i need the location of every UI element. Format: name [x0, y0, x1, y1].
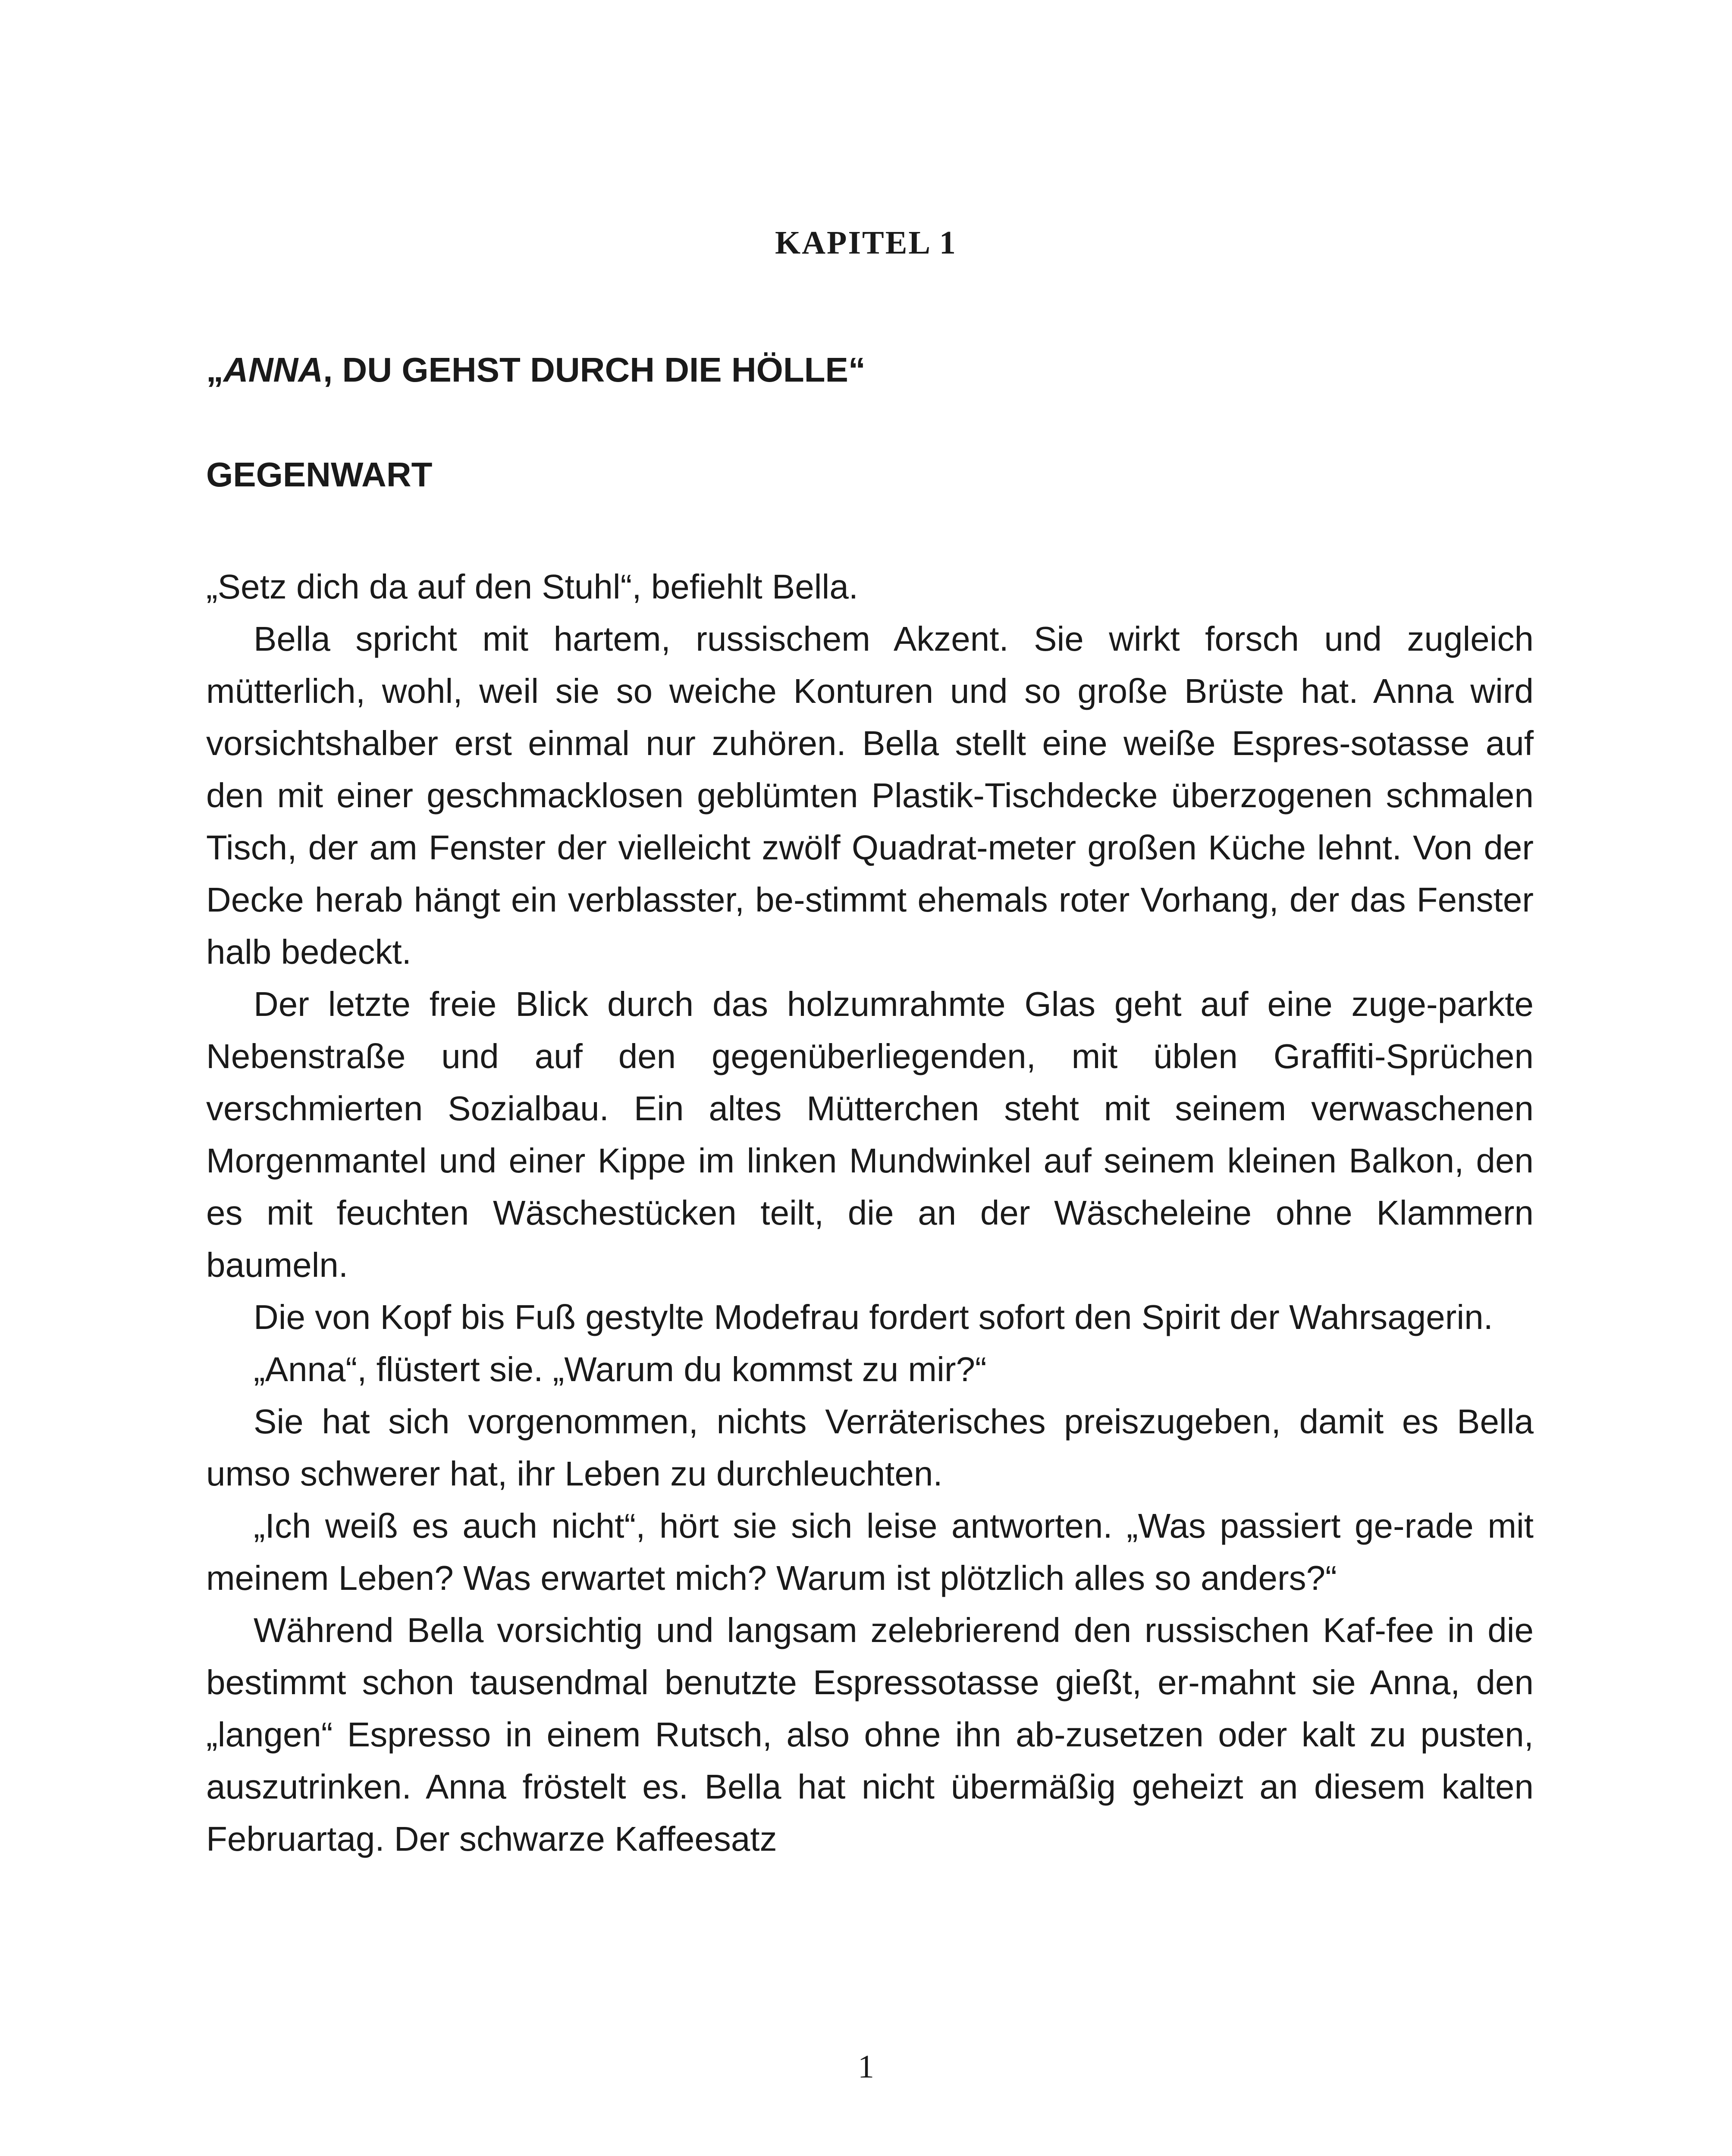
- paragraph: Die von Kopf bis Fuß gestylte Modefrau fordert sofort den Spirit der Wahrsagerin.: [254, 1298, 1493, 1336]
- body-text: [206, 561, 1534, 1865]
- chapter-title-rest: , DU GEHST DURCH DIE HÖLLE“: [323, 351, 866, 389]
- paragraph: Der letzte freie Blick durch das holzumrahmte Glas geht auf eine zuge-parkte Nebenstraße und auf den gegenüberliegenden, mit üblen Graffiti-Sprüchen verschmierten Sozialbau. Ein altes Mütterchen steht mit seinem verwaschenen Morgenmantel und einer Kippe im linken Mundwinkel auf seinem kleinen Balkon, den es mit feuchten Wäschestücken teilt, die an der Wäscheleine ohne Klammern baumeln.: [206, 985, 1534, 1284]
- paragraph: „Anna“, flüstert sie. „Warum du kommst zu mir?“: [254, 1350, 987, 1388]
- chapter-title-name: ANNA: [223, 351, 323, 389]
- chapter-title-open-quote: „: [206, 351, 223, 389]
- paragraph: Bella spricht mit hartem, russischem Akzent. Sie wirkt forsch und zugleich mütterlich, wohl, weil sie so weiche Konturen und so große Brüste hat. Anna wird vorsichtshalber erst einmal nur zuhören. Bella stellt eine weiße Espres-sotasse auf den mit einer geschmacklosen geblümten Plastik-Tischdecke überzogenen schmalen Tisch, der am Fenster der vielleicht zwölf Quadrat-meter großen Küche lehnt. Von der Decke herab hängt ein verblasster, be-stimmt ehemals roter Vorhang, der das Fenster halb bedeckt.: [206, 620, 1534, 971]
- paragraph: „Setz dich da auf den Stuhl“, befiehlt Bella.: [206, 567, 859, 606]
- chapter-label: KAPITEL 1: [775, 225, 957, 261]
- section-heading: GEGENWART: [206, 455, 433, 494]
- chapter-title: [206, 350, 866, 390]
- paragraph: „Ich weiß es auch nicht“, hört sie sich leise antworten. „Was passiert ge-rade mit meinem Leben? Was erwartet mich? Warum ist plötzlich alles so anders?“: [206, 1507, 1534, 1597]
- paragraph: Sie hat sich vorgenommen, nichts Verräterisches preiszugeben, damit es Bella umso schwerer hat, ihr Leben zu durchleuchten.: [206, 1402, 1534, 1493]
- page-number: 1: [858, 2049, 874, 2085]
- paragraph: Während Bella vorsichtig und langsam zelebrierend den russischen Kaf-fee in die bestimmt schon tausendmal benutzte Espressotasse gießt, er-mahnt sie Anna, den „langen“ Espresso in einem Rutsch, also ohne ihn ab-zusetzen oder kalt zu pusten, auszutrinken. Anna fröstelt es. Bella hat nicht übermäßig geheizt an diesem kalten Februartag. Der schwarze Kaffeesatz: [206, 1611, 1534, 1858]
